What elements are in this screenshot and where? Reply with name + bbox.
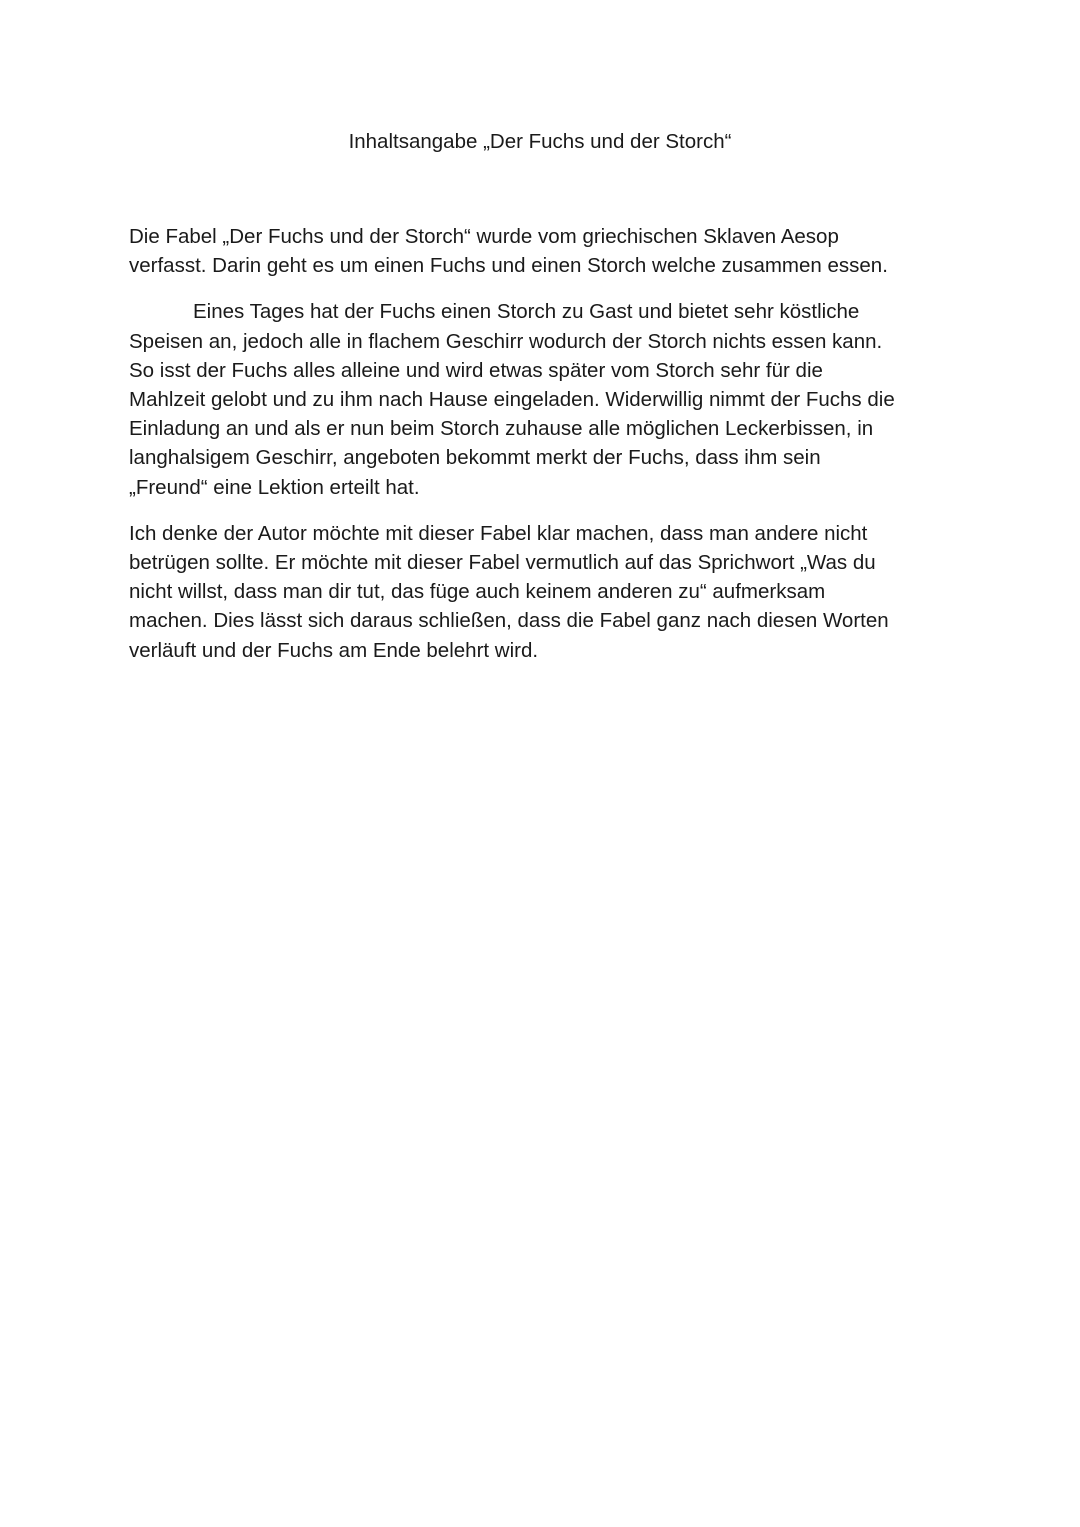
text-line: verfasst. Darin geht es um einen Fuchs und einen Storch welche zusammen essen. bbox=[129, 254, 888, 278]
text-line: verläuft und der Fuchs am Ende belehrt wird. bbox=[129, 638, 539, 662]
text-line: machen. Dies lässt sich daraus schließen, dass die Fabel ganz nach diesen Worten bbox=[129, 609, 889, 633]
document-title: Inhaltsangabe „Der Fuchs und der Storch“ bbox=[348, 130, 732, 153]
paragraph-summary bbox=[129, 297, 959, 501]
text-line: betrügen sollte. Er möchte mit dieser Fabel vermutlich auf das Sprichwort „Was du bbox=[129, 551, 876, 575]
text-line: Ich denke der Autor möchte mit dieser Fabel klar machen, dass man andere nicht bbox=[129, 521, 868, 545]
paragraph-interpretation bbox=[129, 519, 959, 665]
text-line: So isst der Fuchs alles alleine und wird etwas später vom Storch sehr für die bbox=[129, 358, 823, 382]
text-line: Speisen an, jedoch alle in flachem Geschirr wodurch der Storch nichts essen kann. bbox=[129, 329, 883, 353]
text-line: „Freund“ eine Lektion erteilt hat. bbox=[129, 475, 420, 499]
text-line: Eines Tages hat der Fuchs einen Storch zu Gast und bietet sehr köstliche bbox=[193, 300, 860, 324]
document-body bbox=[129, 222, 959, 665]
paragraph-intro bbox=[129, 222, 959, 280]
text-line: Mahlzeit gelobt und zu ihm nach Hause eingeladen. Widerwillig nimmt der Fuchs die bbox=[129, 388, 895, 412]
text-line: nicht willst, dass man dir tut, das füge auch keinem anderen zu“ aufmerksam bbox=[129, 580, 826, 604]
text-line: Die Fabel „Der Fuchs und der Storch“ wurde vom griechischen Sklaven Aesop bbox=[129, 225, 839, 248]
text-line: Einladung an und als er nun beim Storch zuhause alle möglichen Leckerbissen, in bbox=[129, 417, 874, 441]
text-line: langhalsigem Geschirr, angeboten bekommt merkt der Fuchs, dass ihm sein bbox=[129, 446, 821, 470]
